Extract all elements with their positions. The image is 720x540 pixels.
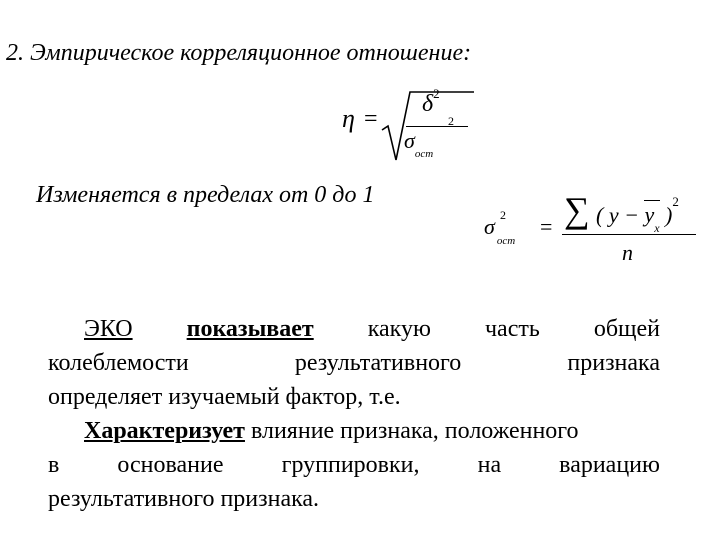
paragraph-line	[48, 448, 660, 482]
denominator-n: n	[622, 240, 633, 265]
line-text: влияние признака, положенного	[244, 418, 579, 444]
paragraph-line	[48, 414, 660, 448]
word: вариацию	[559, 452, 660, 478]
open-paren: (	[596, 202, 604, 228]
minus-sign: −	[624, 202, 639, 228]
paragraph-line: результативного признака.	[48, 486, 320, 512]
equals-sign: =	[364, 106, 378, 132]
sigma-subscript: ост	[414, 148, 434, 161]
word-harakterizuet: Характеризует	[84, 418, 245, 444]
sigma-power: 2	[500, 208, 506, 222]
eta-denominator	[404, 114, 454, 161]
eta-symbol: η	[342, 104, 355, 133]
word: признака	[567, 350, 660, 376]
paragraph-line	[48, 312, 660, 346]
paragraph-line	[48, 346, 660, 380]
sigma-subscript: ост	[496, 235, 516, 248]
y-variable: y	[608, 202, 619, 228]
fraction-bar	[562, 234, 696, 235]
paragraph-characterizes	[48, 414, 660, 516]
word: результативного	[294, 350, 462, 376]
residual-variance-formula	[484, 192, 704, 272]
summation-icon: ∑	[564, 190, 590, 230]
summand-power: 2	[672, 194, 679, 209]
word: на	[477, 452, 502, 478]
paragraph-eko	[48, 312, 660, 414]
eta-numerator	[422, 86, 440, 118]
range-text: Изменяется в пределах от 0 до 1	[36, 182, 375, 208]
word: общей	[593, 316, 660, 342]
delta-symbol: δ	[422, 91, 434, 117]
sigma-symbol: σ	[404, 128, 415, 153]
eta-formula	[336, 88, 476, 168]
variance-lhs	[484, 208, 516, 248]
equals-sign: =	[540, 214, 553, 239]
word: основание	[117, 452, 224, 478]
y-bar-variable	[644, 202, 660, 235]
fraction-bar	[406, 126, 468, 127]
delta-power: 2	[433, 86, 440, 101]
word: в	[48, 452, 60, 478]
sigma-power: 2	[448, 114, 454, 128]
word-eko: ЭКО	[84, 316, 133, 342]
word: часть	[484, 316, 540, 342]
paragraph-line: определяет изучаемый фактор, т.е.	[48, 384, 401, 410]
slide-title: 2. Эмпирическое корреляционное отношение:	[6, 40, 472, 66]
close-paren: )	[665, 202, 673, 228]
y-bar-symbol: y	[644, 202, 655, 228]
sigma-symbol: σ	[484, 214, 495, 239]
word: группировки,	[281, 452, 420, 478]
summand-expression	[596, 194, 679, 235]
word: колеблемости	[48, 350, 189, 376]
word-pokazyvaet: показывает	[186, 316, 314, 342]
y-bar-subscript: x	[654, 220, 660, 235]
word: какую	[367, 316, 431, 342]
